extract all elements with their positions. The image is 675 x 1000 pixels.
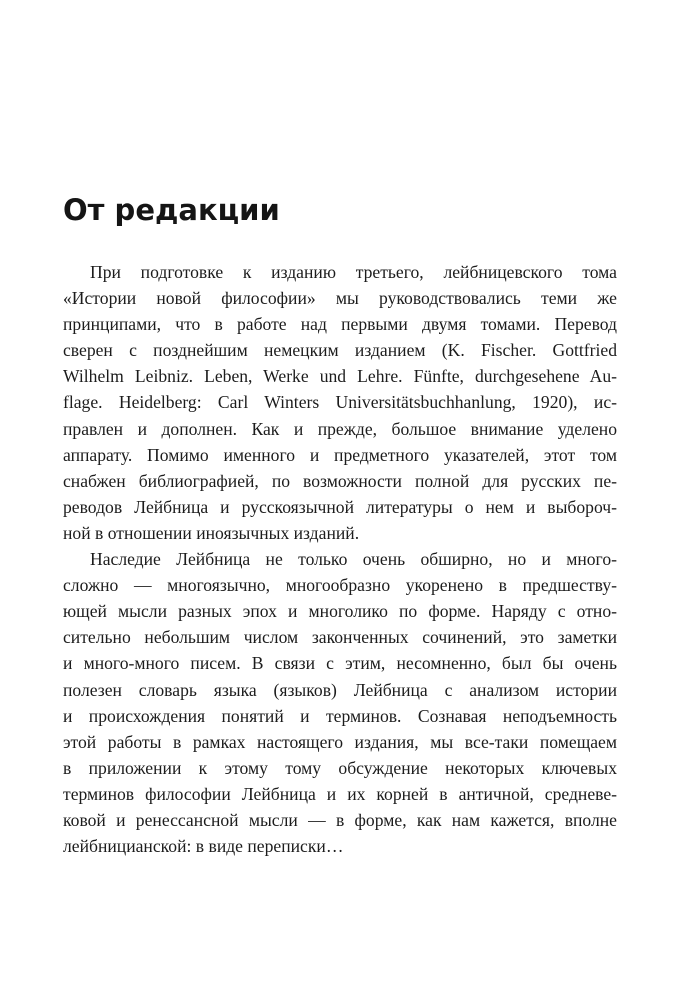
text-line: При подготовке к изданию третьего, лейбницевского тома (90, 262, 617, 282)
text-line: ковой и ренессансной мысли — в форме, как нам кажется, вполне (63, 809, 617, 830)
text-line: правлен и дополнен. Как и прежде, большое внимание уделено (63, 418, 617, 439)
paragraph-2 (63, 546, 617, 859)
text-line: лейбницианской: в виде переписки… (63, 836, 344, 857)
text-line: flage. Heidelberg: Carl Winters Universitätsbuchhanlung, 1920), ис- (63, 392, 617, 413)
text-line: и много-много писем. В связи с этим, несомненно, был бы очень (63, 653, 617, 674)
text-line: Наследие Лейбница не только очень обширно, но и много- (90, 549, 617, 570)
text-line: этой работы в рамках настоящего издания, мы все-таки помещаем (63, 731, 617, 752)
text-line: аппарату. Помимо именного и предметного указателей, этот том (63, 444, 617, 465)
text-line: «Истории новой философии» мы руководствовались теми же (63, 288, 617, 309)
text-line: сительно небольшим числом законченных сочинений, это заметки (63, 627, 617, 648)
text-line: в приложении к этому тому обсуждение некоторых ключевых (63, 757, 617, 778)
paragraph-1 (63, 259, 617, 546)
text-line: ной в отношении иноязычных изданий. (63, 522, 360, 543)
text-line: сложно — многоязычно, многообразно укоренено в предшеству- (63, 575, 617, 596)
text-line: полезен словарь языка (языков) Лейбница с анализом истории (63, 679, 617, 700)
text-line: снабжен библиографией, по возможности полной для русских пе- (63, 470, 617, 491)
text-line: ющей мысли разных эпох и многолико по форме. Наряду с отно- (63, 601, 617, 622)
text-line: и происхождения понятий и терминов. Сознавая неподъемность (63, 705, 617, 726)
text-line: принципами, что в работе над первыми двумя томами. Перевод (63, 314, 617, 335)
text-line: Wilhelm Leibniz. Leben, Werke und Lehre. Fünfte, durchgesehene Au- (63, 366, 617, 387)
page-title: От редакции (63, 193, 280, 227)
body-text (63, 259, 617, 859)
text-line: реводов Лейбница и русскоязычной литературы о нем и выбороч- (63, 496, 617, 517)
text-line: терминов философии Лейбница и их корней в античной, средневе- (63, 783, 617, 804)
text-line: сверен с позднейшим немецким изданием (K. Fischer. Gottfried (63, 340, 617, 361)
